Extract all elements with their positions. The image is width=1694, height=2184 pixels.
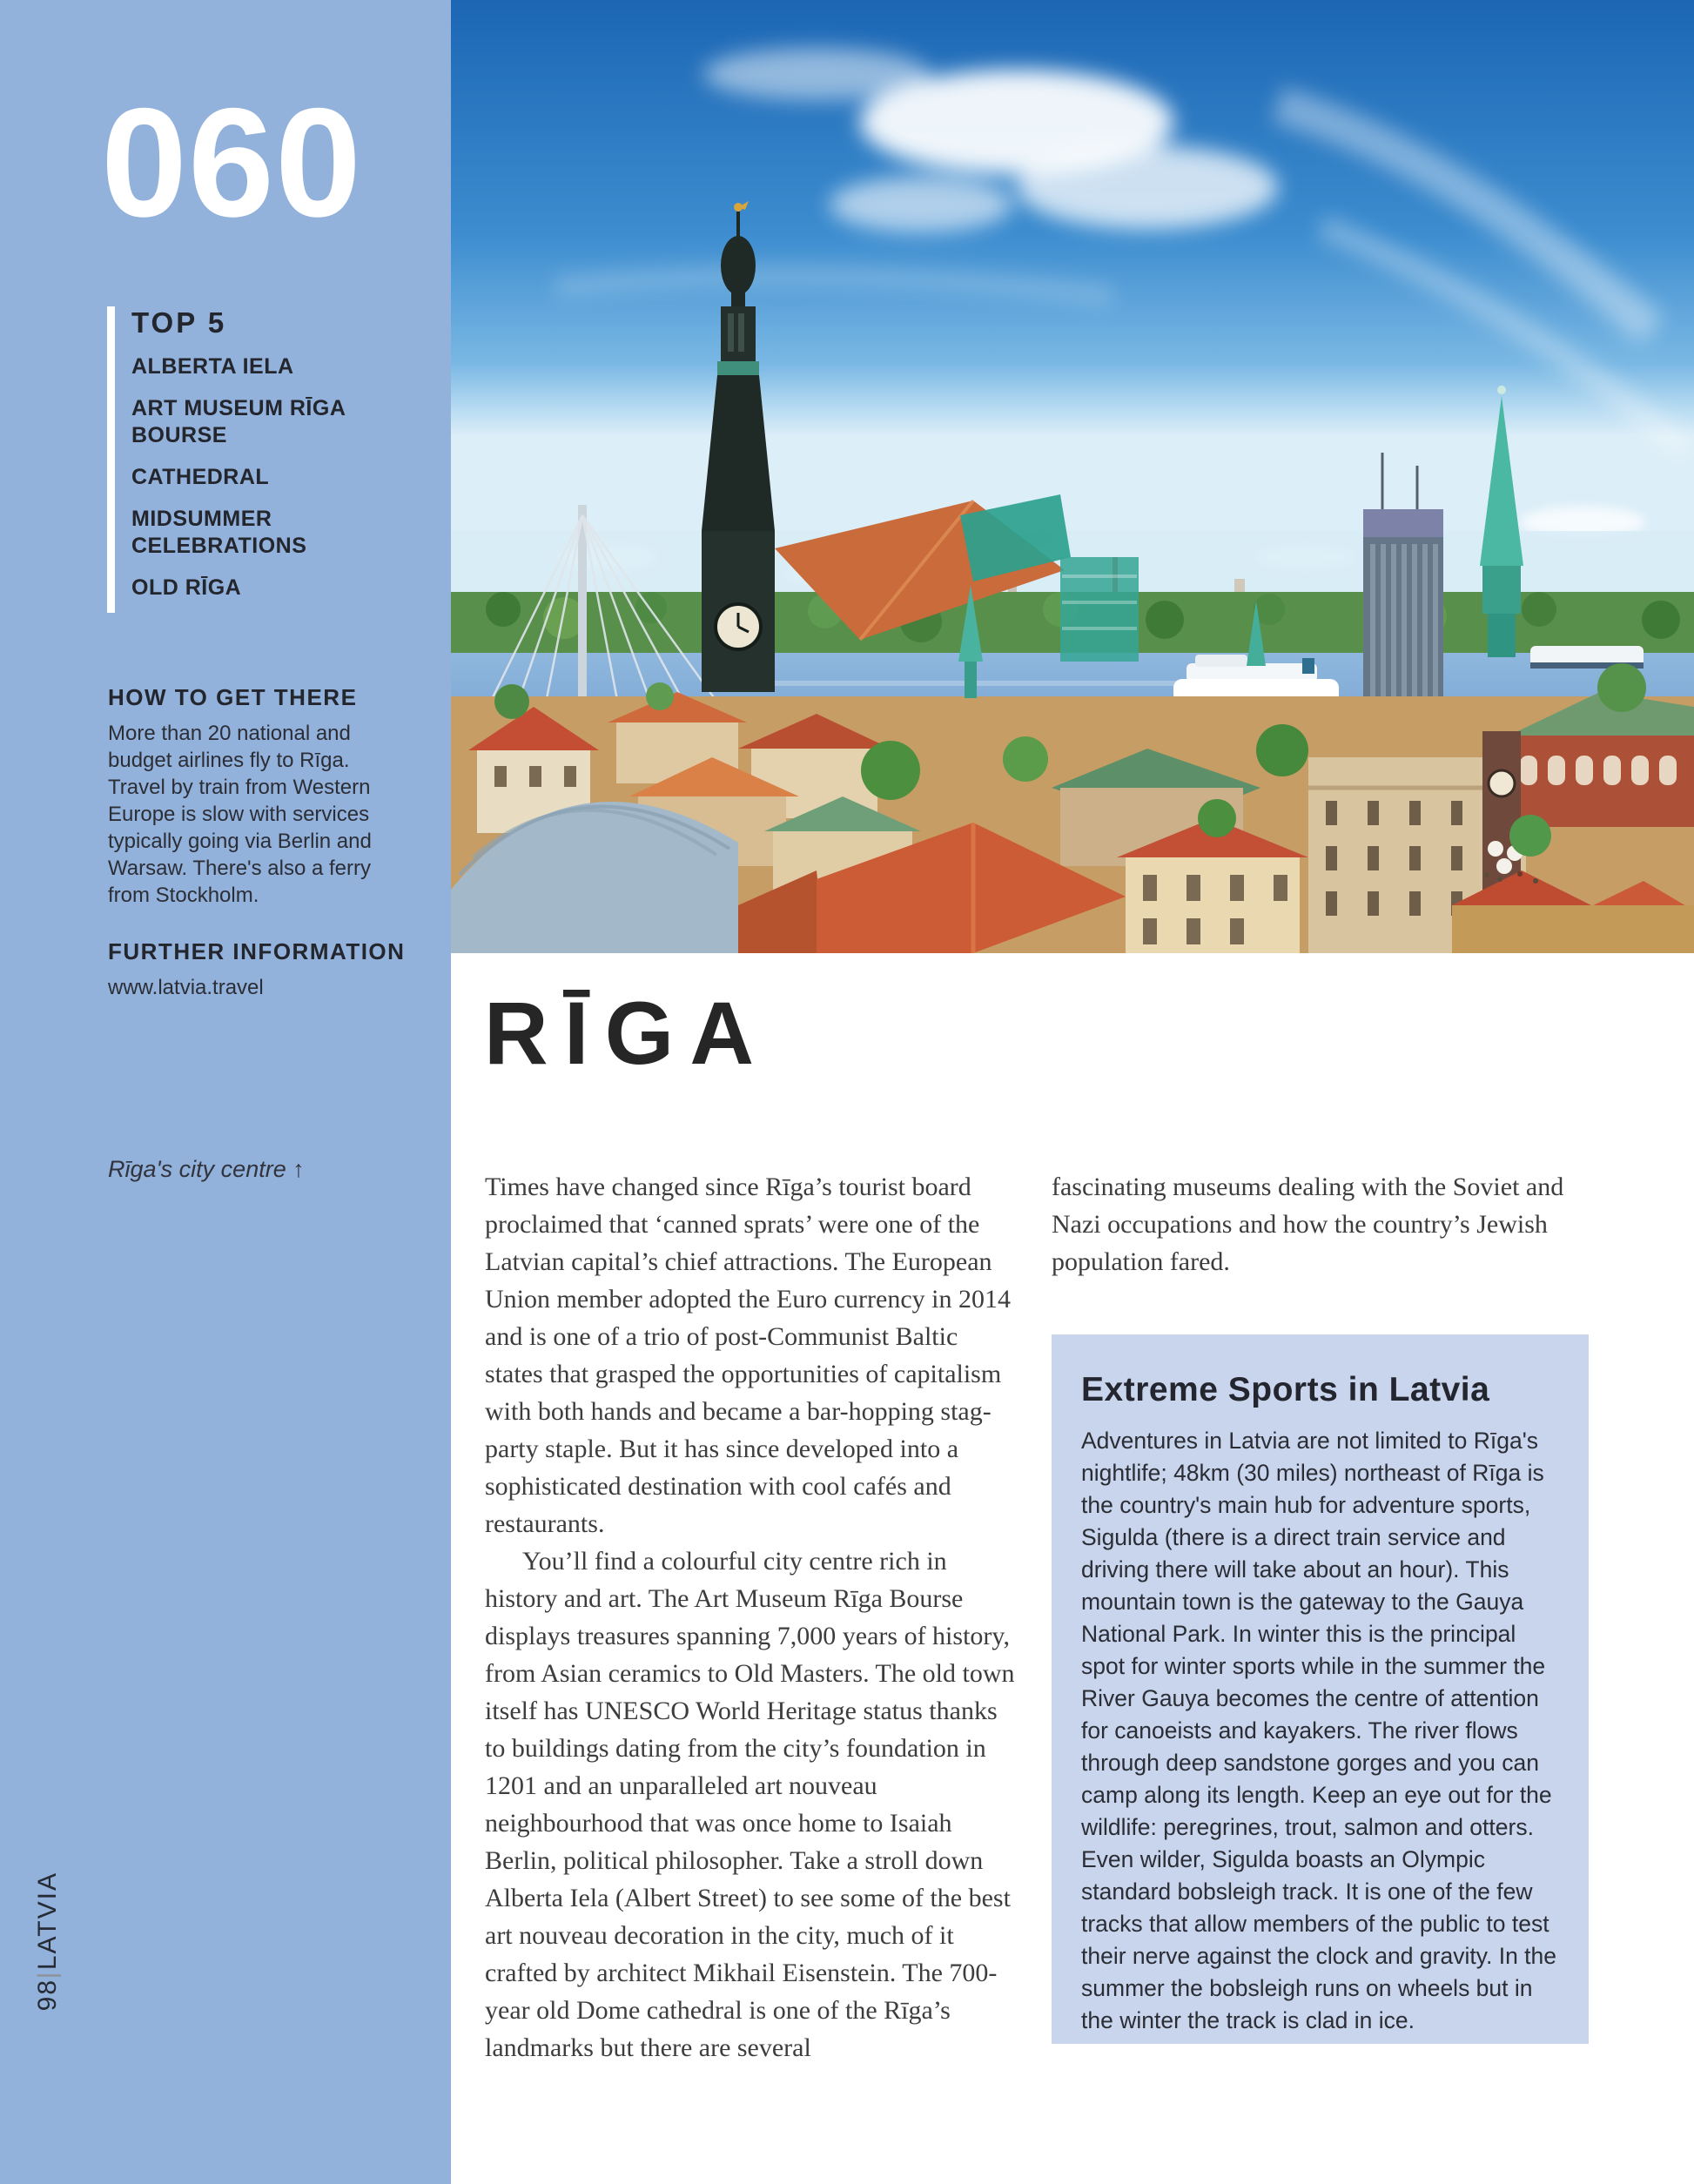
top5-block (107, 306, 384, 616)
top5-list (131, 306, 384, 616)
list-item: ALBERTA IELA (131, 354, 294, 379)
country-label: LATVIA (33, 1872, 62, 1971)
sidebar (0, 0, 451, 2184)
top5-accent-bar (107, 306, 115, 613)
list-item: MIDSUMMER CELEBRATIONS (131, 507, 307, 558)
list-item: OLD RĪGA (131, 575, 242, 600)
top5-heading: TOP 5 (131, 306, 227, 339)
page-number: 98 (33, 1978, 62, 2012)
list-item: CATHEDRAL (131, 465, 270, 489)
how-to-get-there-heading: HOW TO GET THERE (108, 684, 358, 710)
list-item: ART MUSEUM RĪGA BOURSE (131, 396, 346, 447)
extreme-sports-box (1052, 1334, 1589, 2044)
page-label-separator: | (33, 1970, 62, 1979)
hero-photo (451, 0, 1694, 953)
further-information-section (108, 938, 411, 1001)
body-paragraph: fascinating museums dealing with the Soviet and Nazi occupations and how the country’s Jewish population fared. (1052, 1173, 1564, 1276)
how-to-get-there-section (108, 684, 411, 909)
website-url: www.latvia.travel (108, 976, 264, 999)
page-title: RĪGA (484, 984, 770, 1083)
page-number-label (33, 1872, 63, 2011)
further-information-heading: FURTHER INFORMATION (108, 938, 406, 964)
riga-skyline-illustration (451, 0, 1694, 953)
body-paragraph: You’ll find a colourful city centre rich in history and art. The Art Museum Rīga Bourse displays treasures spanning 7,000 years of history, from Asian ceramics to Old Masters. The old town itself has UNESCO World Heritage status thanks to buildings dating from the city’s foundation in 1201 and an unparalleled art nouveau neighbourhood that was once home to Isaiah Berlin, political philosopher. Take a stroll down Alberta Iela (Albert Street) to see some of the best art nouveau decoration in the city, much of it crafted by architect Mikhail Eisenstein. The 700-year old Dome cathedral is one of the Rīga’s landmarks but there are several (485, 1547, 1015, 2062)
issue-number: 060 (101, 76, 362, 249)
photo-caption-text: Rīga's city centre (108, 1156, 293, 1182)
how-to-get-there-text: More than 20 national and budget airlines fly to Rīga. Travel by train from Western Europe is slow with services typically going via Berlin and Warsaw. There's also a ferry from Stockholm. (108, 722, 372, 907)
feature-box-text: Adventures in Latvia are not limited to Rīga's nightlife; 48km (30 miles) northeast of Rīga is the country's main hub for adventure sports, Sigulda (there is a direct train service and driving there will take about an hour). This mountain town is the gateway to the Gauya National Park. In winter this is the principal spot for winter sports while in the summer the River Gauya becomes the centre of attention for canoeists and kayakers. The river flows through deep sandstone gorges and you can camp along its length. Keep an eye out for the wildlife: peregrines, trout, salmon and otters. Even wilder, Sigulda boasts an Olympic standard bobsleigh track. It is one of the few tracks that allow members of the public to test their nerve against the clock and gravity. In the summer the bobsleigh runs on wheels but in the winter the track is clad in ice. (1081, 1428, 1557, 2033)
up-arrow-icon: ↑ (292, 1156, 305, 1182)
photo-caption (108, 1156, 305, 1183)
body-column-1 (485, 1168, 1019, 2066)
body-column-2 (1052, 1168, 1602, 1280)
feature-box-heading: Extreme Sports in Latvia (1081, 1371, 1490, 1408)
body-paragraph: Times have changed since Rīga’s tourist board proclaimed that ‘canned sprats’ were one of the Latvian capital’s chief attractions. The European Union member adopted the Euro currency in 2014 and is one of a trio of post-Communist Baltic states that grasped the opportunities of capitalism with both hands and became a bar-hopping stag-party staple. But it has since developed into a sophisticated destination with cool cafés and restaurants. (485, 1173, 1011, 1538)
